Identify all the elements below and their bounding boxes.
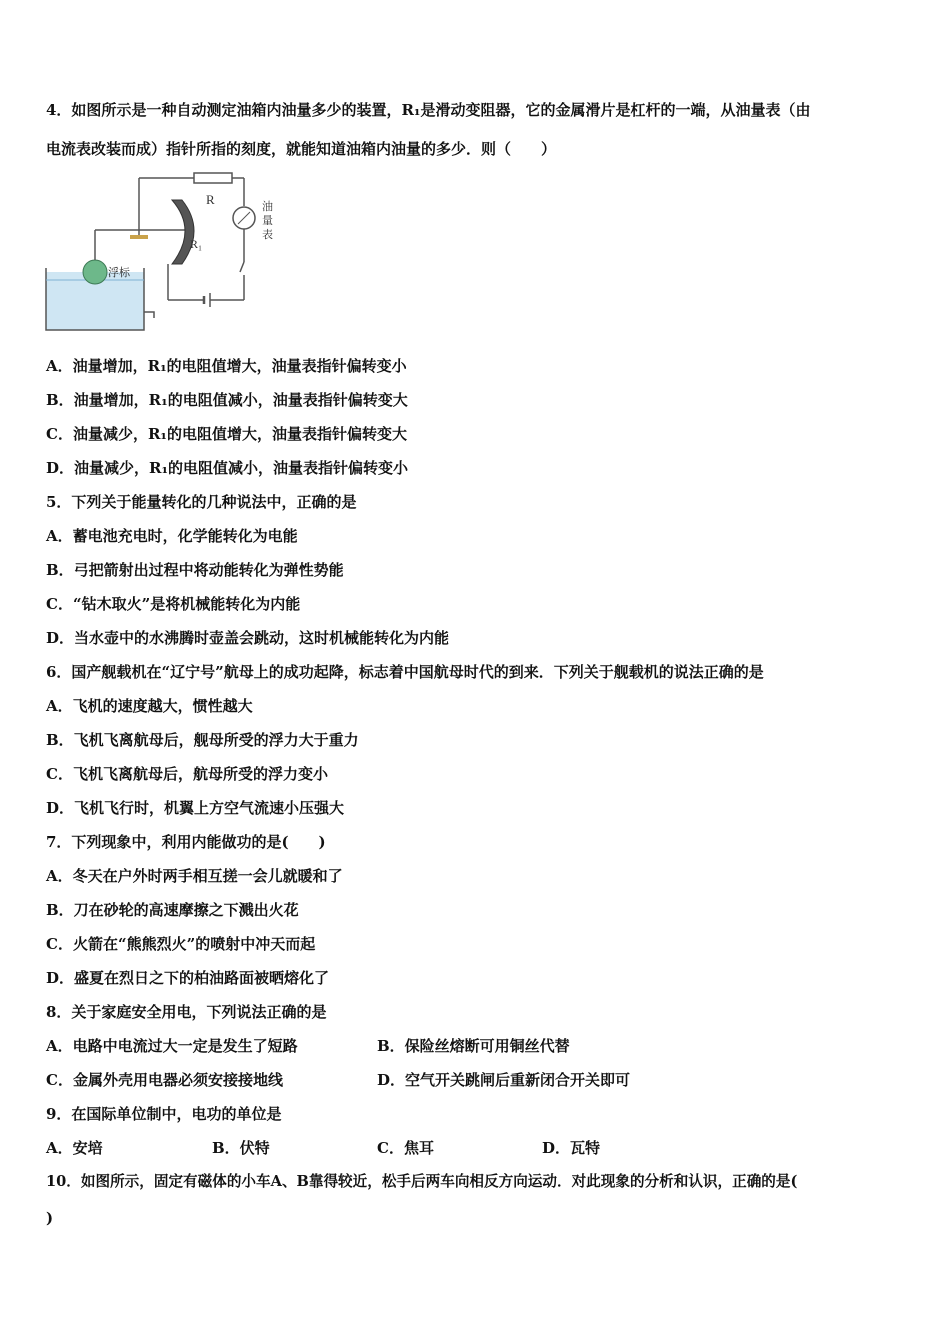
q7-option-a: A．冬天在户外时两手相互搓一会儿就暖和了 xyxy=(46,867,343,885)
q4-stem-line1: 4．如图所示是一种自动测定油箱内油量多少的装置，R₁是滑动变阻器，它的金属滑片是杠杆的一端，从油量表（由 xyxy=(46,101,811,119)
oil-gauge-circuit-figure xyxy=(44,172,284,334)
q9-option-c: C．焦耳 xyxy=(377,1139,434,1157)
q10-stem-line2: ) xyxy=(46,1209,54,1227)
q8-option-d: D．空气开关跳闸后重新闭合开关即可 xyxy=(377,1071,631,1089)
q5-option-c: C．“钻木取火”是将机械能转化为内能 xyxy=(46,595,301,613)
q9-stem: 9．在国际单位制中，电功的单位是 xyxy=(46,1105,282,1123)
q7-option-c: C．火箭在“熊熊烈火”的喷射中冲天而起 xyxy=(46,935,316,953)
q7-option-d: D．盛夏在烈日之下的柏油路面被晒熔化了 xyxy=(46,969,330,987)
label-r1: R₁ xyxy=(190,237,203,251)
q8-option-c: C．金属外壳用电器必须安接接地线 xyxy=(46,1071,283,1089)
q4-option-d: D．油量减少，R₁的电阻值减小，油量表指针偏转变小 xyxy=(46,459,409,477)
q5-stem: 5．下列关于能量转化的几种说法中，正确的是 xyxy=(46,493,357,511)
q6-option-b: B．飞机飞离航母后，舰母所受的浮力大于重力 xyxy=(46,731,359,749)
q6-option-d: D．飞机飞行时，机翼上方空气流速小压强大 xyxy=(46,799,345,817)
meter-label-3: 表 xyxy=(262,228,273,241)
q5-option-a: A．蓄电池充电时，化学能转化为电能 xyxy=(46,527,298,545)
q4-option-a: A．油量增加，R₁的电阻值增大，油量表指针偏转变小 xyxy=(46,357,407,375)
q6-option-a: A．飞机的速度越大，惯性越大 xyxy=(46,697,253,715)
q9-option-b: B．伏特 xyxy=(212,1139,270,1157)
label-r: R xyxy=(206,192,215,207)
meter-label-1: 油 xyxy=(262,200,273,213)
q7-option-b: B．刀在砂轮的高速摩擦之下溅出火花 xyxy=(46,901,299,919)
q4-option-c: C．油量减少，R₁的电阻值增大，油量表指针偏转变大 xyxy=(46,425,407,443)
q5-option-d: D．当水壶中的水沸腾时壶盖会跳动，这时机械能转化为内能 xyxy=(46,629,450,647)
q8-stem: 8．关于家庭安全用电，下列说法正确的是 xyxy=(46,1003,327,1021)
q9-option-d: D．瓦特 xyxy=(542,1139,601,1157)
q5-option-b: B．弓把箭射出过程中将动能转化为弹性势能 xyxy=(46,561,344,579)
q6-option-c: C．飞机飞离航母后，航母所受的浮力变小 xyxy=(46,765,328,783)
q10-stem-line1: 10．如图所示，固定有磁体的小车A、B靠得较近，松手后两车向相反方向运动．对此现象的分析和认识，正确的是( xyxy=(46,1173,798,1190)
q8-option-b: B．保险丝熔断可用铜丝代替 xyxy=(377,1037,570,1055)
meter-label-2: 量 xyxy=(262,214,273,227)
label-float: 浮标 xyxy=(108,266,130,279)
q4-stem-line2: 电流表改装而成）指针所指的刻度，就能知道油箱内油量的多少．则（ ） xyxy=(46,140,557,158)
q7-stem: 7．下列现象中，利用内能做功的是( ) xyxy=(46,833,326,851)
q6-stem: 6．国产舰载机在“辽宁号”航母上的成功起降，标志着中国航母时代的到来．下列关于舰载机的说法正确的是 xyxy=(46,663,764,681)
q9-option-a: A．安培 xyxy=(46,1139,103,1157)
q8-option-a: A．电路中电流过大一定是发生了短路 xyxy=(46,1037,298,1055)
q4-option-b: B．油量增加，R₁的电阻值减小，油量表指针偏转变大 xyxy=(46,391,408,409)
